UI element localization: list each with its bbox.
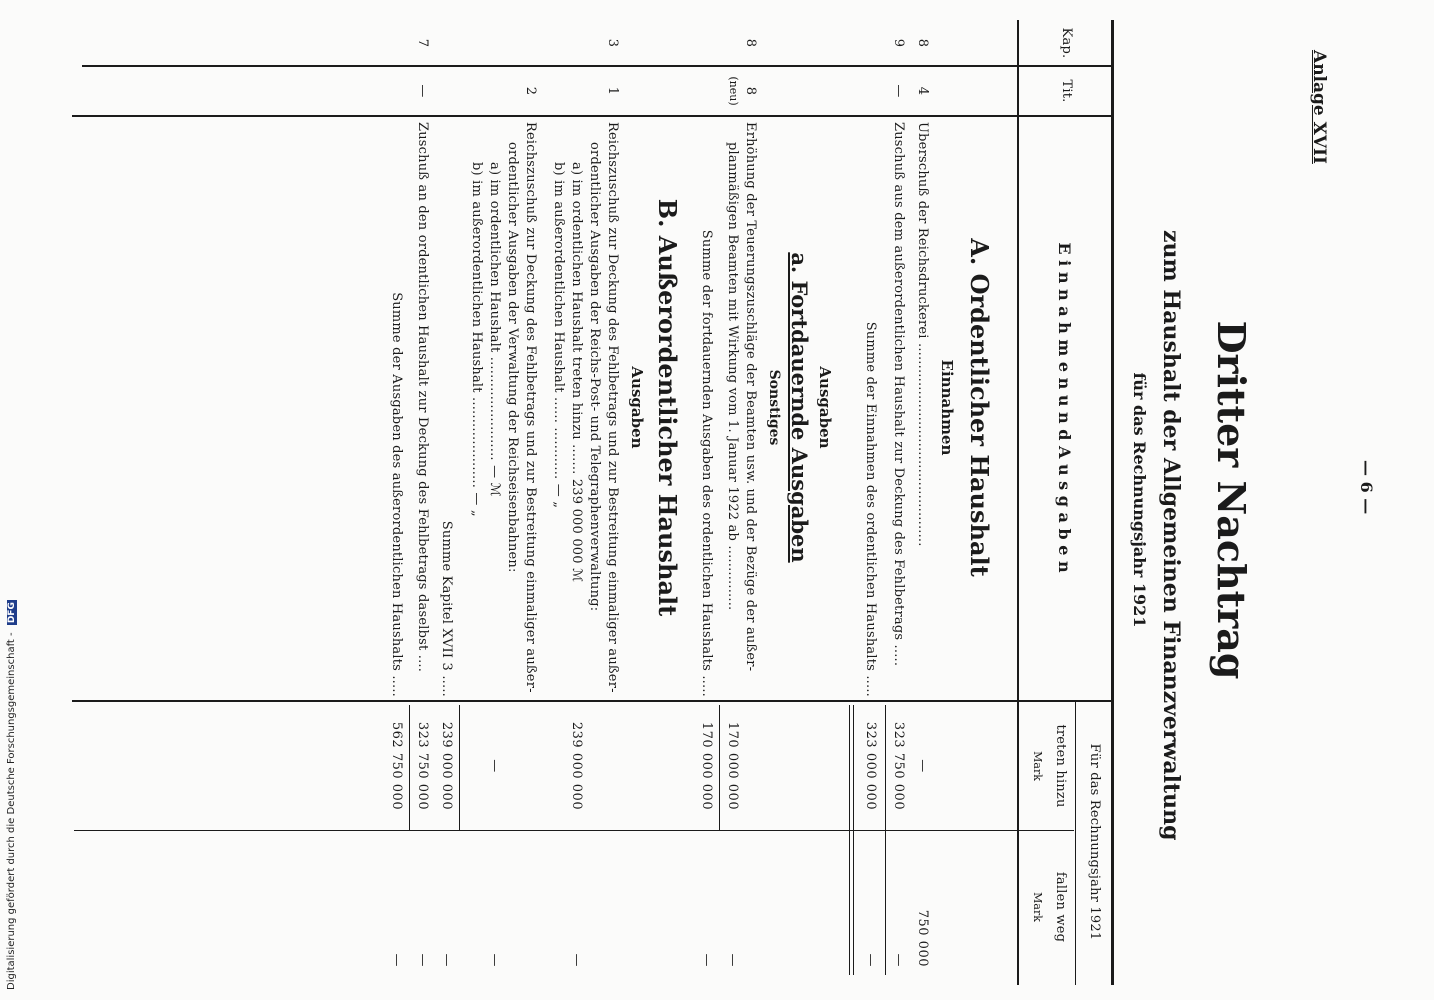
row-tit-note: (neu) [727, 76, 740, 106]
row-sub-a: a) im ordentlichen Haushalt treten hinzu ....... 239 000 000 ℳ [569, 162, 584, 583]
sum-rule [719, 705, 720, 830]
row-text-cont: ordentlicher Ausgaben der Reichs-Post- und Telegraphenverwaltung: [587, 142, 602, 612]
row-remove: — [439, 953, 454, 967]
section-a-expenses: Ausgaben [816, 366, 834, 449]
row-remove: — [725, 953, 740, 967]
double-rule [849, 705, 850, 975]
table-header-rule [1017, 20, 1019, 985]
col-group-rule [1075, 700, 1076, 985]
row-sub-b: b) im außerordentlichen Haushalt ..................... — „ [469, 162, 484, 517]
row-remove: 750 000 [915, 909, 930, 967]
row-add: 323 750 000 [415, 721, 430, 811]
row-text: Überschuß der Reichsdruckerei ............................................... [915, 122, 930, 547]
section-a-sonstiges: Sonstiges [766, 369, 782, 446]
col-rule-kap [82, 65, 1112, 67]
header-tit: Tit. [1059, 79, 1074, 103]
row-add: — [487, 759, 502, 773]
header-col-add: treten hinzu [1053, 724, 1068, 808]
row-text-cont: ordentlicher Ausgaben der Verwaltung der Reichseisenbahnen: [505, 142, 520, 573]
digitization-footer [6, 600, 17, 990]
header-kap: Kap. [1059, 27, 1074, 59]
row-tit: 8 [743, 86, 758, 96]
row-sum-text: Summe der Einnahmen des ordentlichen Haushalts ..... [863, 321, 878, 697]
page-number: — 6 — [1357, 460, 1376, 515]
row-add: 562 750 000 [389, 721, 404, 811]
row-kap: 9 [891, 38, 906, 48]
document-subtitle-year: für das Rechnungsjahr 1921 [1130, 372, 1149, 628]
table-top-rule [1111, 20, 1114, 985]
row-add: 323 750 000 [891, 721, 906, 811]
header-col-remove-unit: Mark [1031, 892, 1044, 922]
section-a-fort: a. Fortdauernde Ausgaben [787, 252, 812, 563]
col-rule-tit [72, 115, 1112, 117]
header-col-add-unit: Mark [1031, 751, 1044, 781]
row-remove: — [415, 953, 430, 967]
row-tit: 2 [523, 86, 538, 96]
row-kap: 8 [743, 38, 758, 48]
row-sum-text: Summe der Ausgaben des außerordentlichen Haushalts ..... [389, 292, 404, 697]
dfg-logo-icon: DFG [7, 602, 17, 624]
row-tit: 4 [915, 86, 930, 96]
double-rule [853, 705, 854, 975]
row-sum-text: Summe der fortdauernden Ausgaben des ordentlichen Haushalts ..... [699, 229, 714, 697]
row-add: 323 000 000 [863, 721, 878, 811]
row-kap: 8 [915, 38, 930, 48]
row-remove: — [891, 953, 906, 967]
row-tit: 1 [605, 86, 620, 96]
section-b-title: B. Außerordentlicher Haushalt [653, 198, 682, 617]
row-remove: — [487, 953, 502, 967]
row-add: 239 000 000 [569, 721, 584, 811]
row-remove: — [699, 953, 714, 967]
row-kap: 7 [415, 38, 430, 48]
row-sub-b: b) im außerordentlichen Haushalt ...... ............ — „ [551, 162, 566, 509]
document-title: Dritter Nachtrag [1209, 320, 1254, 680]
sum-rule [885, 705, 886, 975]
row-sum-text: Summe Kapitel XVII 3 ..... [439, 520, 454, 697]
row-remove: — [569, 953, 584, 967]
sum-rule [459, 705, 460, 830]
document-subtitle: zum Haushalt der Allgemeinen Finanzverwaltung [1158, 230, 1184, 841]
col-rule-amounts [72, 700, 1112, 702]
row-add: — [915, 759, 930, 773]
row-sub-a: a) im ordentlichen Haushalt ........................ — ℳ [487, 162, 502, 497]
row-add: 170 000 000 [725, 721, 740, 811]
row-add: 170 000 000 [699, 721, 714, 811]
footer-text: Digitalisierung gefördert durch die Deutsche Forschungsgemeinschaft - [6, 632, 17, 990]
section-b-expenses: Ausgaben [628, 366, 646, 449]
sum-rule [409, 705, 410, 830]
header-col-group: Für das Rechnungsjahr 1921 [1087, 743, 1102, 941]
row-remove: — [389, 953, 404, 967]
row-text: Reichszuschuß zur Deckung des Fehlbetrags und zur Bestreitung einmaliger außer- [523, 122, 538, 693]
section-a-income: Einnahmen [938, 359, 956, 456]
row-text: Zuschuß an den ordentlichen Haushalt zur Deckung des Fehlbetrags daselbst .... [415, 122, 430, 673]
row-text: Reichszuschuß zur Deckung des Fehlbetrags und zur Bestreitung einmaliger außer- [605, 122, 620, 693]
header-main: E i n n a h m e n u n d A u s g a b e n [1055, 242, 1074, 573]
row-tit: — [415, 84, 430, 98]
row-kap: 3 [605, 38, 620, 48]
row-text-cont: planmäßigen Beamten mit Wirkung vom 1. Januar 1922 ab ............... [725, 142, 740, 611]
row-text: Erhöhung der Teuerungszuschläge der Beamten usw. und der Bezüge der außer- [743, 122, 758, 672]
header-col-remove: fallen weg [1053, 871, 1068, 943]
section-a-title: A. Ordentlicher Haushalt [965, 238, 994, 577]
row-text: Zuschuß aus dem außerordentlichen Haushalt zur Deckung des Fehlbetrags ..... [891, 122, 906, 667]
row-remove: — [863, 953, 878, 967]
row-add: 239 000 000 [439, 721, 454, 811]
annex-label: Anlage XVII [1309, 50, 1329, 164]
row-tit: — [891, 84, 906, 98]
col-rule-mid [74, 830, 1074, 831]
